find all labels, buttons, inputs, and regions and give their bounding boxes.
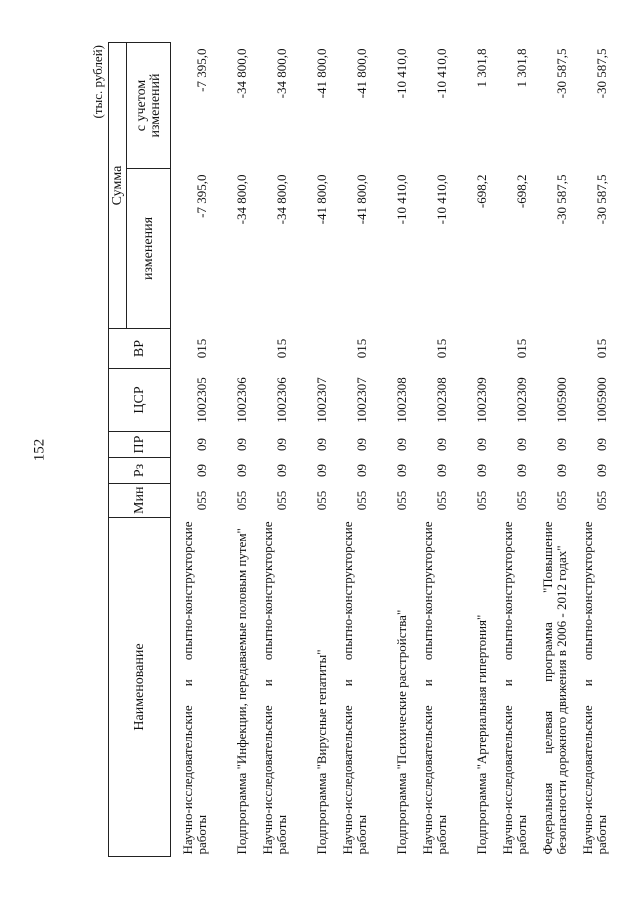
table-row [411,43,451,857]
row-vr: 015 [513,338,529,359]
row-name: Научно-исследовательские и опытно-конструкторские работы [579,521,609,855]
row-min: 055 [233,490,249,511]
row-rz: 09 [553,464,569,477]
row-name: Научно-исследовательские и опытно-конструкторские работы [499,521,529,855]
row-name: Подпрограмма "Инфекции, передаваемые половым путем" [233,528,249,855]
row-change: -41 800,0 [313,174,329,225]
row-with-change: -34 800,0 [233,48,249,99]
row-change: -698,2 [513,174,529,209]
header-min: Мин [109,484,171,518]
row-csr: 1002306 [273,377,289,423]
header-csr: ЦСР [109,369,171,432]
budget-table-page [90,43,609,857]
row-rz: 09 [193,464,209,477]
row-change: -34 800,0 [233,174,249,225]
row-vr [291,329,331,369]
row-csr: 1002307 [313,377,329,423]
row-min: 055 [553,490,569,511]
row-vr [371,329,411,369]
header-with-change: с учетом изменений [127,43,171,169]
row-change: -30 587,5 [593,174,609,225]
row-csr: 1002308 [433,377,449,423]
row-csr: 1002308 [393,377,409,423]
header-change: изменения [127,169,171,329]
header-vr: ВР [109,329,171,369]
row-name: Научно-исследовательские и опытно-конструкторские работы [339,521,369,855]
row-with-change: -34 800,0 [273,48,289,99]
row-csr: 1002306 [233,377,249,423]
table-row [331,43,371,857]
table-body [171,43,611,857]
row-min: 055 [593,490,609,511]
header-rz: Рз [109,458,171,484]
row-rz: 09 [233,464,249,477]
row-change: -7 395,0 [193,174,209,218]
table-row [251,43,291,857]
header-name: Наименование [109,518,171,857]
row-pr: 09 [593,438,609,451]
row-vr [531,329,571,369]
row-name: Научно-исследовательские и опытно-конструкторские работы [419,521,449,855]
row-with-change: -41 800,0 [313,48,329,99]
table-row [531,43,571,857]
row-min: 055 [273,490,289,511]
row-change: -41 800,0 [353,174,369,225]
row-with-change: -30 587,5 [553,48,569,99]
row-vr: 015 [273,338,289,359]
row-pr: 09 [313,438,329,451]
row-csr: 1005900 [553,377,569,423]
row-rz: 09 [513,464,529,477]
row-rz: 09 [313,464,329,477]
table-row [451,43,491,857]
row-change: -10 410,0 [393,174,409,225]
row-vr: 015 [433,338,449,359]
row-name: Научно-исследовательские и опытно-конструкторские работы [259,521,289,855]
table-row [171,43,211,857]
table-row [571,43,611,857]
row-min: 055 [433,490,449,511]
row-csr: 1002309 [473,377,489,423]
table-row [371,43,411,857]
row-rz: 09 [433,464,449,477]
table-header [109,43,171,857]
row-pr: 09 [193,438,209,451]
row-name: Научно-исследовательские и опытно-конструкторские работы [179,521,209,855]
row-with-change: -30 587,5 [593,48,609,99]
budget-table [108,42,611,857]
row-vr [211,329,251,369]
row-min: 055 [313,490,329,511]
header-sum: Сумма [109,43,127,329]
row-csr: 1005900 [593,377,609,423]
row-min: 055 [353,490,369,511]
row-pr: 09 [433,438,449,451]
row-with-change: -10 410,0 [433,48,449,99]
row-min: 055 [473,490,489,511]
row-change: -698,2 [473,174,489,209]
row-pr: 09 [353,438,369,451]
row-with-change: -41 800,0 [353,48,369,99]
row-csr: 1002309 [513,377,529,423]
row-change: -30 587,5 [553,174,569,225]
row-vr: 015 [353,338,369,359]
row-rz: 09 [273,464,289,477]
row-name: Подпрограмма "Психические расстройства" [393,609,409,855]
row-pr: 09 [513,438,529,451]
row-pr: 09 [273,438,289,451]
row-change: -34 800,0 [273,174,289,225]
row-with-change: -7 395,0 [193,48,209,92]
page-number: 152 [31,438,48,462]
row-change: -10 410,0 [433,174,449,225]
row-vr: 015 [593,338,609,359]
row-min: 055 [513,490,529,511]
row-rz: 09 [593,464,609,477]
table-row [291,43,331,857]
row-vr: 015 [193,338,209,359]
row-min: 055 [393,490,409,511]
row-rz: 09 [393,464,409,477]
row-name: Федеральная целевая программа "Повышение безопасности дорожного движения в 2006 - 2012 годах" [539,521,569,855]
row-name: Подпрограмма "Артериальная гипертония" [473,614,489,855]
row-with-change: 1 301,8 [473,48,489,88]
row-vr [451,329,491,369]
row-name: Подпрограмма "Вирусные гепатиты" [313,649,329,855]
units-note: (тыс. рублей) [90,45,105,119]
table-row [491,43,531,857]
row-csr: 1002307 [353,377,369,423]
row-pr: 09 [473,438,489,451]
row-csr: 1002305 [193,377,209,423]
row-min: 055 [193,490,209,511]
row-rz: 09 [473,464,489,477]
row-rz: 09 [353,464,369,477]
row-pr: 09 [393,438,409,451]
row-pr: 09 [553,438,569,451]
row-with-change: 1 301,8 [513,48,529,88]
row-with-change: -10 410,0 [393,48,409,99]
header-pr: ПР [109,432,171,458]
row-pr: 09 [233,438,249,451]
table-row [211,43,251,857]
